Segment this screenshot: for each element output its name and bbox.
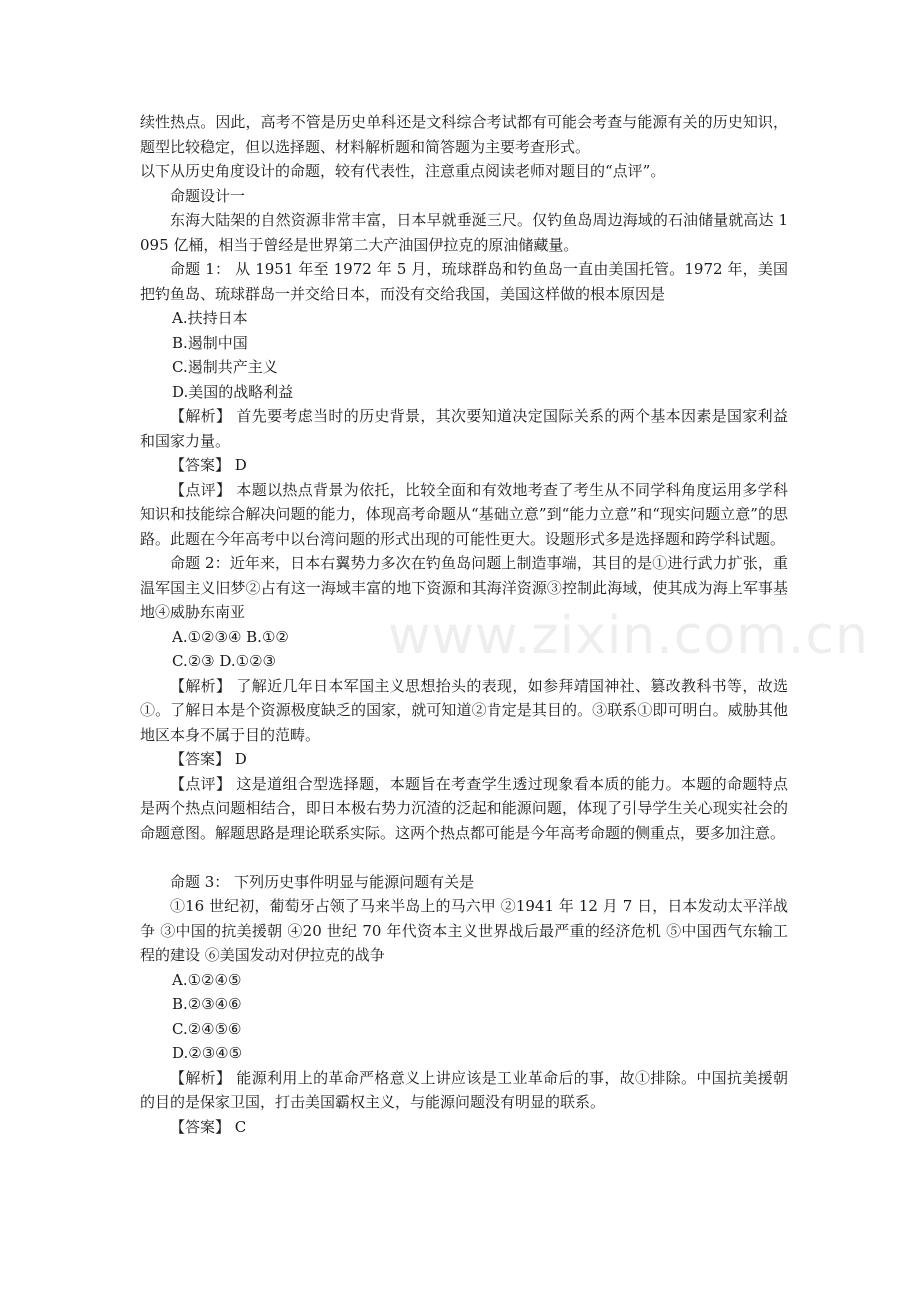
q3-option-b: B.②③④⑥: [172, 995, 242, 1013]
intro-paragraph: 续性热点。因此，高考不管是历史单科还是文科综合考试都有可能会考查与能源有关的历史知识，题型比较稳定，但以选择题、材料解析题和简答题为主要考查形式。: [140, 113, 788, 156]
q2-option-row-1: A.①②③④ B.①②: [172, 627, 289, 646]
q2-stem: 命题 2：近年来，日本右翼势力多次在钓鱼岛问题上制造事端，其目的是①进行武力扩张，重温军国主义旧梦②占有这一海域丰富的地下资源和其海洋资源③控制此海域，使其成为海上军事基地④威胁东南亚: [140, 554, 788, 621]
q1-stem: 命题 1： 从 1951 年至 1972 年 5 月，琉球群岛和钓鱼岛一直由美国托管。1972 年，美国把钓鱼岛、琉球群岛一并交给日本，而没有交给我国，美国这样做的根本原因是: [140, 260, 788, 303]
q1-analysis: 【解析】 首先要考虑当时的历史背景，其次要知道决定国际关系的两个基本因素是国家利益和国家力量。: [140, 407, 788, 450]
document-body: [140, 110, 788, 1139]
background-paragraph: 东海大陆架的自然资源非常丰富，日本早就垂涎三尺。仅钓鱼岛周边海域的石油储量就高达 1095 亿桶，相当于曾经是世界第二大产油国伊拉克的原油储藏量。: [140, 211, 788, 254]
q3-analysis: 【解析】 能源利用上的革命严格意义上讲应该是工业革命后的事，故①排除。中国抗美援朝的目的是保家卫国，打击美国霸权主义，与能源问题没有明显的联系。: [140, 1068, 788, 1111]
section-heading: 命题设计一: [170, 186, 246, 205]
q3-events: ①16 世纪初，葡萄牙占领了马来半岛上的马六甲 ②1941 年 12 月 7 日，日本发动太平洋战争 ③中国的抗美援朝 ④20 世纪 70 年代资本主义世界战后最严重的经济危机 ⑤中国西气东输工程的建设 ⑥美国发动对伊拉克的战争: [140, 897, 788, 964]
q3-option-d: D.②③④⑤: [172, 1044, 243, 1062]
q1-option-d: D.美国的战略利益: [172, 382, 294, 401]
q3-stem: 命题 3： 下列历史事件明显与能源问题有关是: [170, 872, 475, 891]
q2-option-row-2: C.②③ D.①②③: [172, 652, 276, 670]
q3-option-a: A.①②④⑤: [172, 970, 242, 989]
watermark: www.zixin.com.cn: [388, 606, 869, 666]
blank-line: [140, 845, 788, 870]
q3-answer: 【答案】 C: [170, 1117, 247, 1136]
q1-answer: 【答案】 D: [170, 456, 247, 474]
q1-option-c: C.遏制共产主义: [172, 358, 278, 376]
q1-comment: 【点评】 本题以热点背景为依托，比较全面和有效地考查了考生从不同学科角度运用多学科知识和技能综合解决问题的能力，体现高考命题从“基础立意”到“能力立意”和“现实问题立意”的思路。此题在今年高考中以台湾问题的形式出现的可能性更大。设题形式多是选择题和跨学科试题。: [140, 480, 788, 548]
q3-option-c: C.②④⑤⑥: [172, 1019, 242, 1038]
q2-comment: 【点评】 这是道组合型选择题，本题旨在考查学生透过现象看本质的能力。本题的命题特点是两个热点问题相结合，即日本极右势力沉渣的泛起和能源问题，体现了引导学生关心现实社会的命题意图。解题思路是理论联系实际。这两个热点都可能是今年高考命题的侧重点，要多加注意。: [140, 774, 788, 842]
intro-note: 以下从历史角度设计的命题，较有代表性，注意重点阅读老师对题目的“点评”。: [140, 162, 666, 180]
q2-answer: 【答案】 D: [170, 750, 247, 768]
q2-analysis: 【解析】 了解近几年日本军国主义思想抬头的表现，如参拜靖国神社、篡改教科书等，故选①。了解日本是个资源极度缺乏的国家，就可知道②肯定是其目的。③联系①即可明白。威胁其他地区本身不属于目的范畴。: [140, 676, 788, 744]
q1-option-a: A.扶持日本: [172, 309, 248, 327]
q1-option-b: B.遏制中国: [172, 333, 248, 352]
